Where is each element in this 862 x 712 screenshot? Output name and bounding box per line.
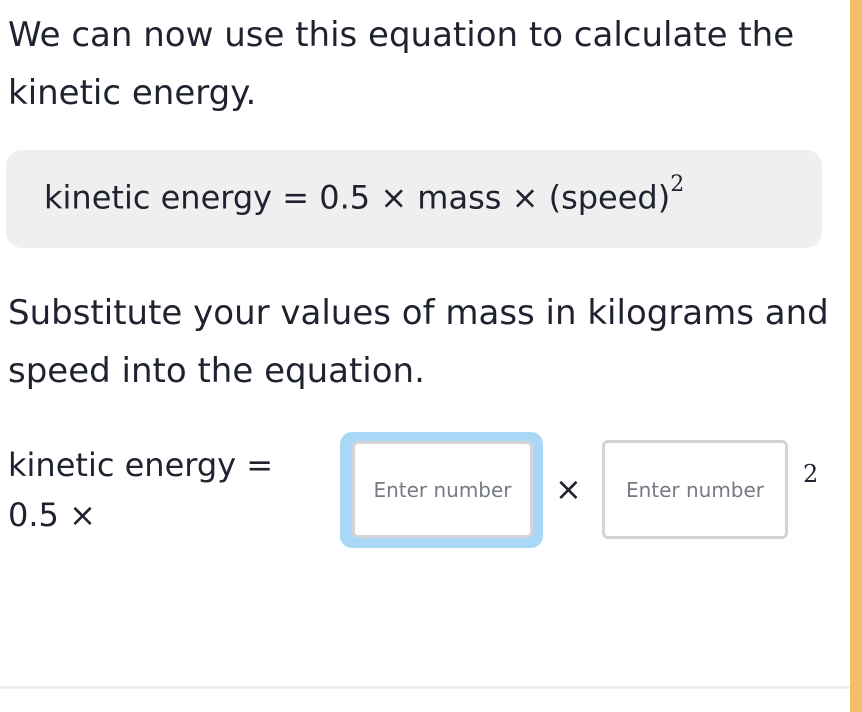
formula-text: kinetic energy = 0.5 × mass × (speed) [44,178,671,217]
instruction-line-2: speed into the equation. [8,351,425,391]
instruction-line-1: Substitute your values of mass in kilograms and [8,293,829,333]
intro-line-1: We can now use this equation to calculate the [8,15,795,55]
calculation-label-line-1: kinetic energy = [8,446,274,484]
divider [0,686,850,689]
intro-text [8,6,828,122]
speed-input[interactable] [602,440,788,539]
mass-input[interactable] [352,441,533,538]
calculation-label [8,440,273,540]
speed-power: 2 [803,460,819,488]
formula-power: 2 [670,172,685,197]
multiply-sign: × [555,470,582,508]
formula-box [6,150,822,248]
intro-line-2: kinetic energy. [8,73,257,113]
calculation-label-line-2: 0.5 × [8,496,96,534]
instruction-text [8,284,838,400]
accent-edge-bar [850,0,862,712]
kinetic-energy-formula [44,172,685,217]
